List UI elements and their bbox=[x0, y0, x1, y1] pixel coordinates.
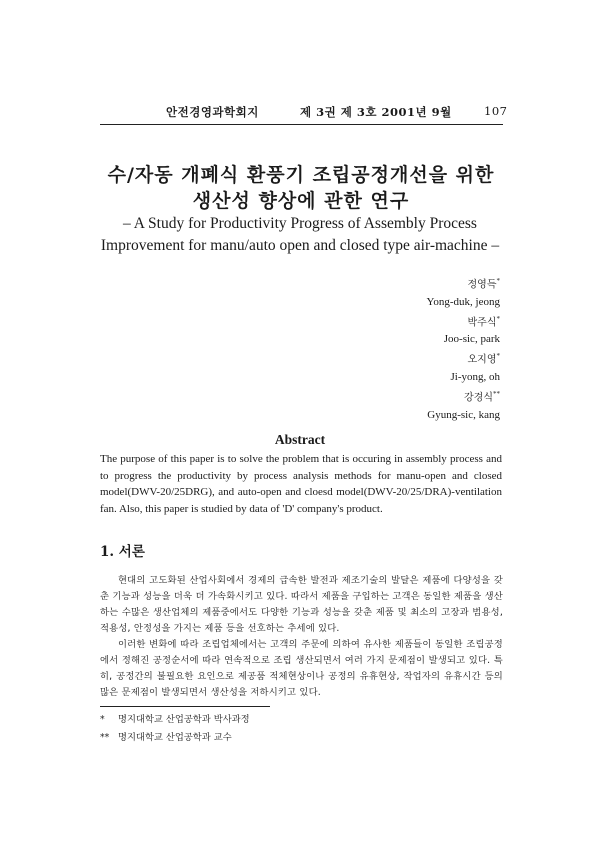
english-title-line-2: Improvement for manu/auto open and closed type air-machine – bbox=[100, 237, 500, 254]
author-en: Ji-yong, oh bbox=[450, 370, 500, 383]
author-en: Yong-duk, jeong bbox=[426, 295, 500, 308]
paragraph: 현대의 고도화된 산업사회에서 경제의 급속한 발전과 제조기술의 발달은 제품에 다양성을 갖춘 기능과 성능을 더욱 더 가속화시키고 있다. 따라서 제품을 구입하는 고객은 동일한 제품을 생산하는 수많은 생산업체의 제품중에서도 다양한 기능과 성능을 갖춘 제품 및 최소의 고장과 범용성, 적용성, 안정성을 가지는 제품 등을 선호하는 추세에 있다. bbox=[100, 575, 503, 634]
header-rule bbox=[100, 124, 503, 125]
footnote: ** 명지대학교 산업공학과 교수 bbox=[100, 732, 232, 743]
author-kr: 정영득* bbox=[467, 277, 500, 291]
running-header bbox=[100, 104, 508, 124]
paragraph: 이러한 변화에 따라 조립업체에서는 고객의 주문에 의하여 유사한 제품들이 동일한 조립공정에서 정해진 공정순서에 따라 연속적으로 조립 생산되면서 여러 가지 문제점이 발생되고 있다. 특히, 공정간의 불필요한 요인으로 제공품 적체현상이나 공정의 유휴현상, 작업자의 유휴시간 등의 많은 문제점이 발생되면서 생산성을 저하시키고 있다. bbox=[100, 639, 503, 698]
author-en: Joo-sic, park bbox=[443, 333, 500, 346]
korean-title-line-1: 수/자동 개폐식 환풍기 조립공정개선을 위한 bbox=[107, 164, 495, 186]
footnote: * 명지대학교 산업공학과 박사과정 bbox=[100, 714, 250, 725]
footnote-rule bbox=[100, 706, 270, 707]
author-list bbox=[300, 273, 500, 424]
korean-title bbox=[96, 162, 506, 214]
abstract-heading: Abstract bbox=[274, 432, 326, 447]
author-kr: 박주식* bbox=[467, 314, 500, 329]
english-title bbox=[90, 213, 510, 257]
footnotes bbox=[100, 711, 400, 747]
section-body bbox=[100, 573, 503, 701]
abstract-text: The purpose of this paper is to solve the problem that is occuring in assembly process and to progress the productivity by process analysis methods for manu-open and closed model(DWV-20/25DRG), and auto-open and cloesd model(DWV-20/25/DRA)-ventilation fan. Also, this paper is studied by data of 'D' company's product. bbox=[100, 453, 502, 515]
page-number: 107 bbox=[484, 104, 508, 118]
korean-title-line-2: 생산성 향상에 관한 연구 bbox=[192, 190, 410, 212]
author-kr: 강경식** bbox=[464, 389, 500, 404]
author-kr: 오지영* bbox=[467, 352, 500, 366]
english-title-line-1: – A Study for Productivity Progress of Assembly Process bbox=[123, 215, 477, 232]
journal-name: 안전경영과학회지 bbox=[166, 105, 259, 119]
author-en: Gyung-sic, kang bbox=[427, 408, 500, 421]
section-heading: 1. 서론 bbox=[100, 544, 145, 560]
issue-info: 제 3권 제 3호 2001년 9월 bbox=[300, 105, 452, 119]
